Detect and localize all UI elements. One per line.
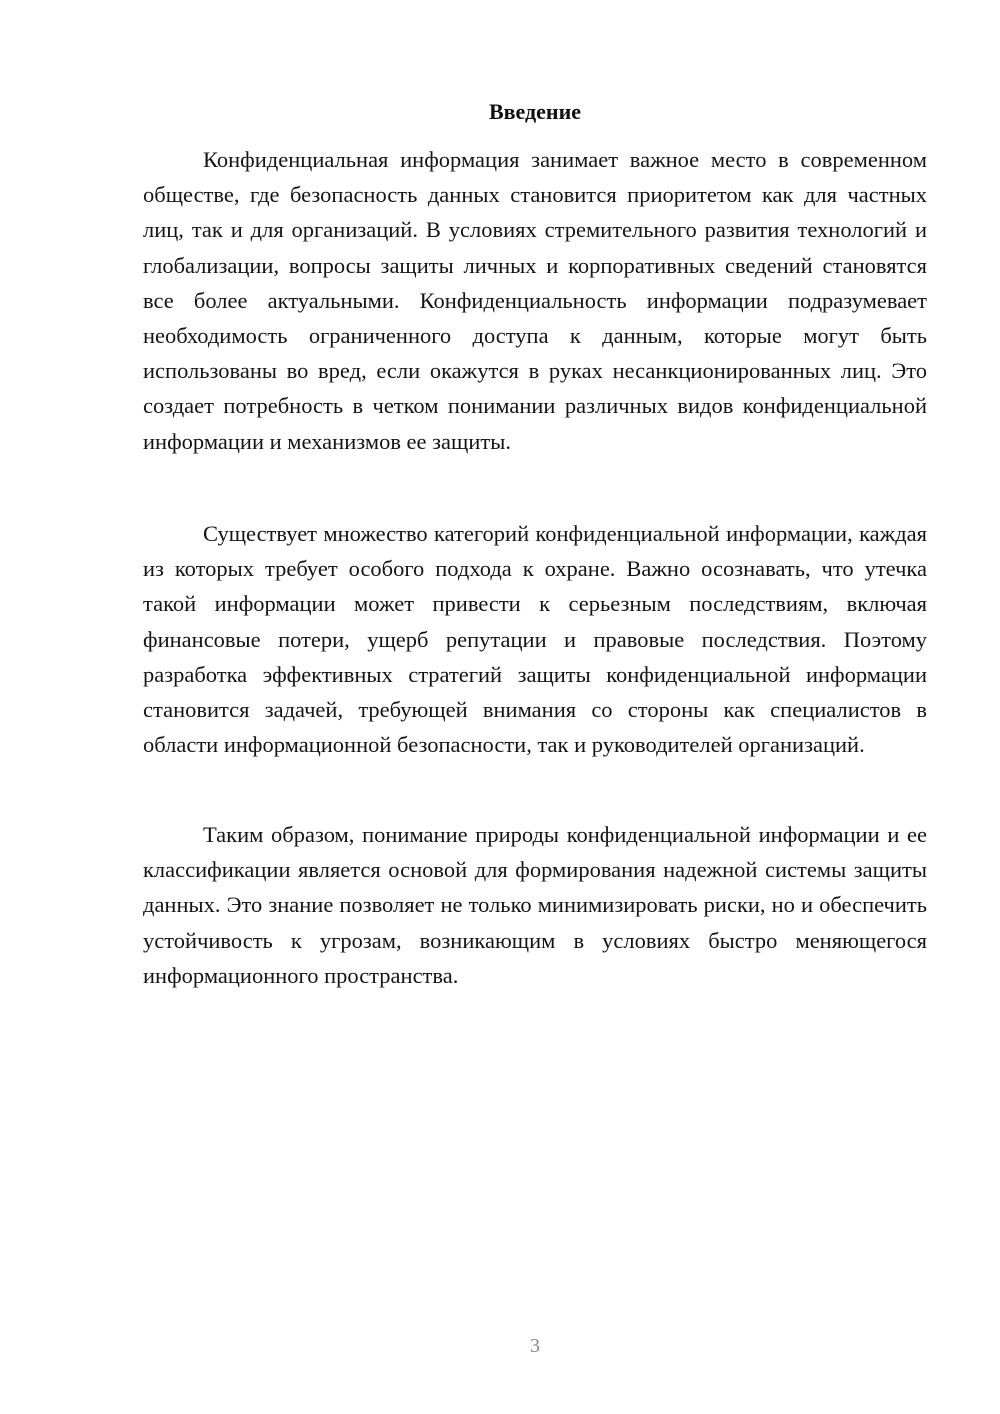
paragraph-3: Таким образом, понимание природы конфиденциальной информации и ее классификации является основой для формирования надежной системы защиты данных. Это знание позволяет не только минимизировать риски, но и обеспечить устойчивость к угрозам, возникающим в условиях быстро меняющегося информационного пространства.	[143, 822, 927, 988]
paragraph-2: Существует множество категорий конфиденциальной информации, каждая из которых требует особого подхода к охране. Важно осознавать, что утечка такой информации может привести к серьезным последствиям, включая финансовые потери, ущерб репутации и правовые последствия. Поэтому разработка эффективных стратегий защиты конфиденциальной информации становится задачей, требующей внимания со стороны как специалистов в области информационной безопасности, так и руководителей организаций.	[143, 521, 927, 758]
paragraph-1: Конфиденциальная информация занимает важное место в современном обществе, где безопасность данных становится приоритетом как для частных лиц, так и для организаций. В условиях стремительного развития технологий и глобализации, вопросы защиты личных и корпоративных сведений становятся все более актуальными. Конфиденциальность информации подразумевает необходимость ограниченного доступа к данным, которые могут быть использованы во вред, если окажутся в руках несанкционированных лиц. Это создает потребность в четком понимании различных видов конфиденциальной информации и механизмов ее защиты.	[143, 147, 927, 454]
page-number: 3	[530, 1335, 540, 1357]
section-heading: Введение	[488, 99, 582, 124]
